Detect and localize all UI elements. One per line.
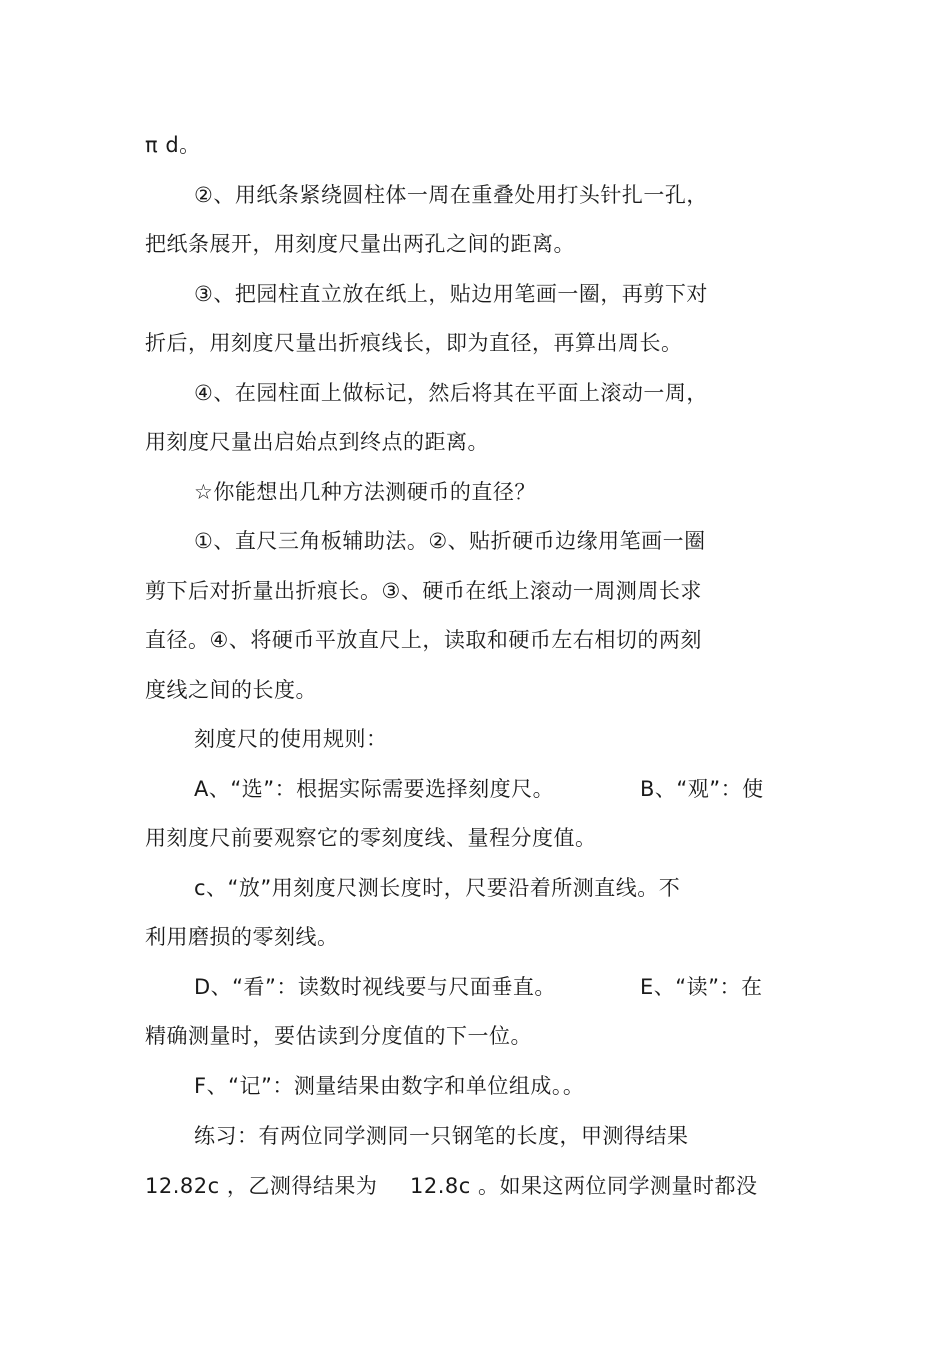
text-line-9: ①、直尺三角板辅助法。②、贴折硬币边缘用笔画一圈 bbox=[194, 529, 706, 553]
text-line-10: 剪下后对折量出折痕长。③、硬币在纸上滚动一周测周长求 bbox=[145, 579, 702, 603]
text-line-22a: 12.82c ，乙测得结果为 bbox=[145, 1174, 378, 1198]
text-line-11: 直径。④、将硬币平放直尺上，读取和硬币左右相切的两刻 bbox=[145, 628, 702, 652]
text-line-21: 练习：有两位同学测同一只钢笔的长度，甲测得结果 bbox=[194, 1124, 689, 1148]
text-line-6: ④、在园柱面上做标记，然后将其在平面上滚动一周， bbox=[194, 381, 708, 405]
text-line-8: ☆你能想出几种方法测硬币的直径？ bbox=[194, 480, 536, 504]
text-line-14b: B、“观”：使 bbox=[640, 777, 764, 801]
text-line-22b: 12.8c 。如果这两位同学测量时都没 bbox=[410, 1174, 758, 1198]
text-line-5: 折后，用刻度尺量出折痕线长，即为直径，再算出周长。 bbox=[145, 331, 683, 355]
text-line-16: c、“放”用刻度尺测长度时，尺要沿着所测直线。不 bbox=[194, 876, 681, 900]
text-line-3: 把纸条展开，用刻度尺量出两孔之间的距离。 bbox=[145, 232, 575, 256]
text-line-7: 用刻度尺量出启始点到终点的距离。 bbox=[145, 430, 489, 454]
text-line-4: ③、把园柱直立放在纸上，贴边用笔画一圈，再剪下对 bbox=[194, 282, 708, 306]
text-line-18b: E、“读”：在 bbox=[640, 975, 763, 999]
text-line-14a: A、“选”：根据实际需要选择刻度尺。 bbox=[194, 777, 555, 801]
text-line-18a: D、“看”：读数时视线要与尺面垂直。 bbox=[194, 975, 556, 999]
text-line-19: 精确测量时，要估读到分度值的下一位。 bbox=[145, 1024, 532, 1048]
text-line-15: 用刻度尺前要观察它的零刻度线、量程分度值。 bbox=[145, 826, 597, 850]
text-line-1: π d。 bbox=[145, 133, 201, 157]
text-line-20: F、“记”：测量结果由数字和单位组成。。 bbox=[194, 1074, 585, 1098]
text-line-2: ②、用纸条紧绕圆柱体一周在重叠处用打头针扎一孔， bbox=[194, 183, 708, 207]
text-line-17: 利用磨损的零刻线。 bbox=[145, 925, 339, 949]
text-line-12: 度线之间的长度。 bbox=[145, 678, 317, 702]
text-line-13: 刻度尺的使用规则： bbox=[194, 727, 388, 751]
